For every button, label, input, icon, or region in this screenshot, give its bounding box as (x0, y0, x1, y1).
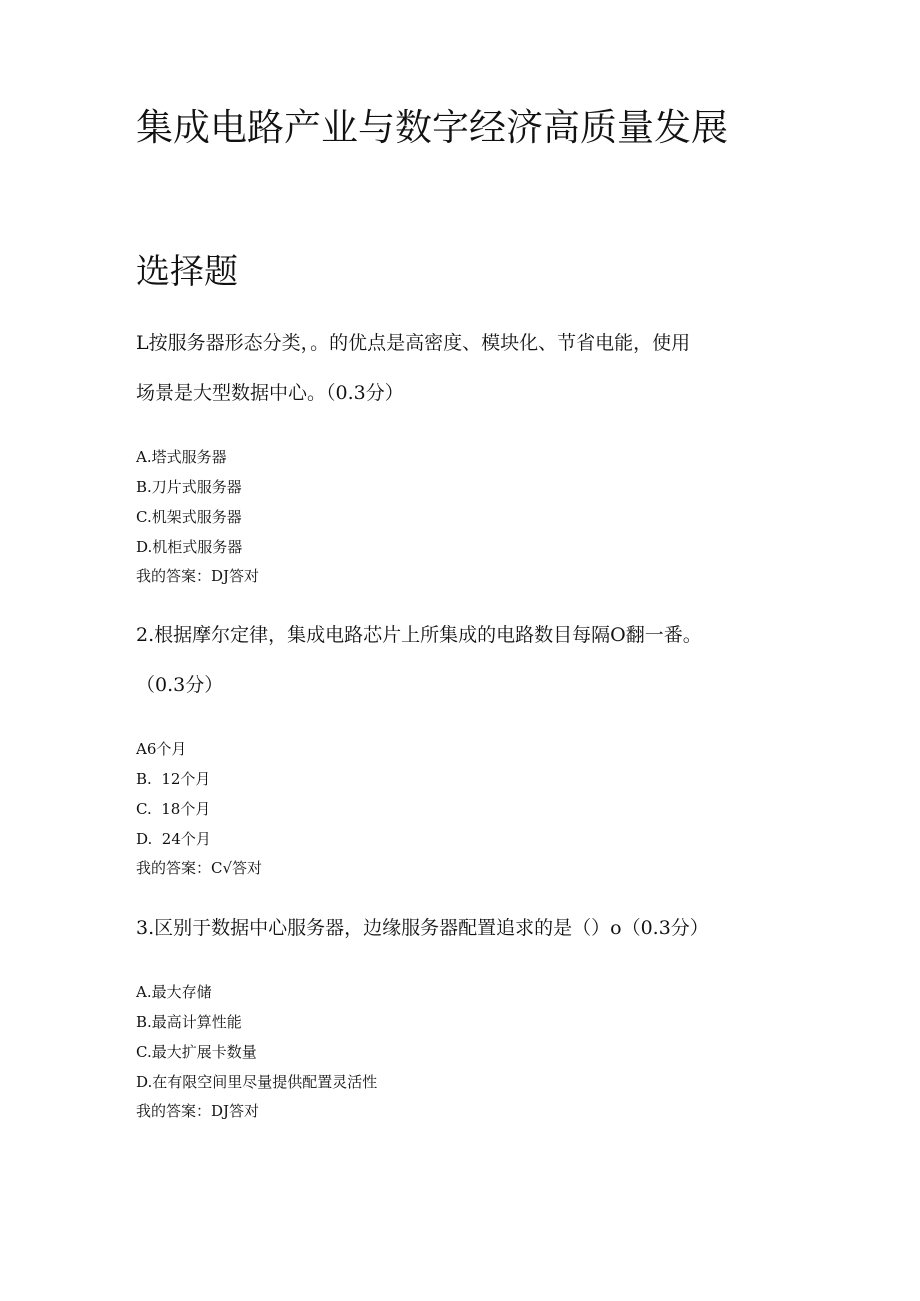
question-2-option-b: B. 12个月 (136, 770, 211, 788)
section-title: 选择题 (136, 252, 238, 292)
question-1-option-b: B.刀片式服务器 (136, 478, 242, 496)
document-title: 集成电路产业与数字经济高质量发展 (136, 106, 728, 149)
question-2-text-line-1: 2.根据摩尔定律，集成电路芯片上所集成的电路数目每隔O翻一番。 (136, 624, 702, 646)
question-2-answer: 我的答案：C√答对 (136, 859, 263, 877)
question-3-option-c: C.最大扩展卡数量 (136, 1043, 257, 1061)
question-1-answer: 我的答案：DJ答对 (136, 567, 260, 585)
question-1-option-a: A.塔式服务器 (136, 448, 227, 466)
question-1-text-line-2: 场景是大型数据中心。（0.3分） (136, 382, 404, 404)
question-3-option-d: D.在有限空间里尽量提供配置灵活性 (136, 1073, 378, 1091)
question-3-option-a: A.最大存储 (136, 983, 212, 1001)
question-1-text-line-1: L按服务器形态分类，。的优点是高密度、模块化、节省电能，使用 (136, 332, 691, 354)
question-2-option-a: A6个月 (136, 740, 187, 758)
question-2-text-line-2: （0.3分） (136, 674, 224, 696)
question-3-text-line-1: 3.区别于数据中心服务器，边缘服务器配置追求的是（）o（0.3分） (136, 917, 709, 939)
question-3-answer: 我的答案：DJ答对 (136, 1102, 260, 1120)
question-2-option-d: D. 24个月 (136, 830, 211, 848)
question-3-option-b: B.最高计算性能 (136, 1013, 242, 1031)
question-2-option-c: C. 18个月 (136, 800, 211, 818)
question-1-option-d: D.机柜式服务器 (136, 538, 243, 556)
question-1-option-c: C.机架式服务器 (136, 508, 242, 526)
